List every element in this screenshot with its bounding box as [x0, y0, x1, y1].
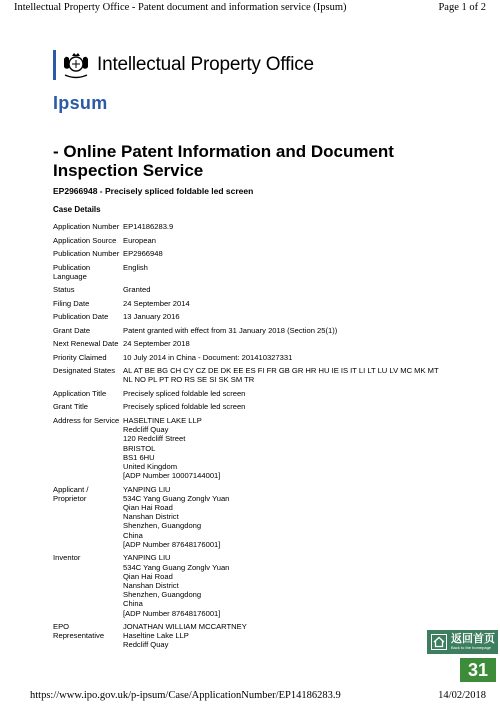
detail-value-line: 24 September 2018: [123, 339, 190, 349]
detail-label: Publication Language: [53, 262, 91, 281]
detail-row: [53, 353, 453, 367]
detail-value-line: Shenzhen, Guangdong: [123, 590, 202, 600]
case-heading: EP2966948 - Precisely spliced foldable led screen: [53, 186, 254, 196]
detail-label: Application Number: [53, 222, 120, 231]
case-details-table: [53, 222, 453, 654]
detail-label: Inventor: [53, 553, 81, 563]
ipo-logo[interactable]: [53, 50, 314, 80]
print-header: [14, 2, 486, 16]
detail-label: EPO Representative: [53, 622, 105, 641]
detail-label: Publication Number: [53, 249, 120, 258]
detail-value: [123, 353, 453, 367]
detail-row: [53, 285, 453, 299]
case-details-heading: Case Details: [53, 205, 101, 214]
detail-value-line: [ADP Number 10007144001]: [123, 471, 221, 481]
detail-row: [53, 389, 453, 403]
detail-value: [123, 402, 453, 416]
detail-row: [53, 249, 453, 263]
print-footer-date: 14/02/2018: [438, 690, 486, 701]
print-footer-url[interactable]: https://www.ipo.gov.uk/p-ipsum/Case/ApplicationNumber/EP14186283.9: [30, 690, 341, 701]
detail-value-line: Patent granted with effect from 31 January 2018 (Section 25(1)): [123, 325, 338, 335]
detail-value: [123, 389, 453, 403]
detail-value: [123, 326, 453, 340]
detail-row: [53, 236, 453, 250]
detail-value-line: European: [123, 235, 156, 245]
detail-value-line: Shenzhen, Guangdong: [123, 521, 202, 531]
detail-value-line: Precisely spliced foldable led screen: [123, 388, 246, 398]
logo-accent-bar: [53, 50, 56, 80]
detail-value-line: United Kingdom: [123, 461, 178, 471]
detail-value: [123, 339, 453, 353]
detail-label: Grant Title: [53, 402, 89, 412]
home-widget-sublabel: Back to the homepage: [451, 645, 492, 650]
detail-label: Applicant / Proprietor: [53, 484, 89, 503]
detail-value-line: BS1 6HU: [123, 452, 155, 462]
detail-value: [123, 553, 453, 622]
detail-value-line: EP2966948: [123, 249, 163, 258]
print-header-title: Intellectual Property Office - Patent document and information service (Ipsum): [14, 2, 347, 13]
page-number-badge: 31: [460, 658, 496, 682]
detail-value: [123, 366, 453, 389]
detail-row: [53, 222, 453, 236]
detail-value: [123, 299, 453, 313]
detail-value-line: Granted: [123, 285, 151, 295]
detail-label: Grant Date: [53, 325, 91, 335]
detail-value-line: HASELTINE LAKE LLP: [123, 415, 202, 425]
detail-value-line: JONATHAN WILLIAM MCCARTNEY: [123, 622, 247, 632]
detail-value-line: 534C Yang Guang Zonglv Yuan: [123, 562, 230, 572]
detail-value-line: AL AT BE BG CH CY CZ DE DK EE ES FI FR GB GR HR HU IE IS IT LI LT LU LV MC MK MT: [123, 366, 439, 376]
detail-value-line: EP14186283.9: [123, 222, 174, 231]
ipsum-brand[interactable]: Ipsum: [53, 93, 108, 113]
detail-label: Status: [53, 285, 75, 295]
detail-value-line: China: [123, 599, 143, 609]
detail-row: [53, 485, 453, 554]
detail-value: [123, 285, 453, 299]
detail-row: [53, 312, 453, 326]
detail-value: [123, 485, 453, 554]
detail-row: [53, 326, 453, 340]
detail-value: [123, 312, 453, 326]
home-icon: [431, 634, 447, 650]
detail-row: [53, 299, 453, 313]
detail-value-line: [ADP Number 87648176001]: [123, 608, 221, 618]
detail-value-line: China: [123, 530, 143, 540]
detail-value-line: 10 July 2014 in China - Document: 201410327331: [123, 352, 293, 362]
back-to-homepage-button[interactable]: [427, 630, 498, 654]
detail-value-line: 24 September 2014: [123, 298, 190, 308]
detail-value-line: BRISTOL: [123, 443, 156, 453]
detail-label: Filing Date: [53, 298, 90, 308]
detail-value-line: English: [123, 262, 148, 272]
detail-value: [123, 236, 453, 250]
print-footer: [30, 690, 486, 704]
detail-value-line: YANPING LIU: [123, 484, 171, 494]
detail-row: [53, 339, 453, 353]
detail-label: Application Source: [53, 235, 117, 245]
detail-value-line: Haseltine Lake LLP: [123, 631, 189, 641]
home-widget-label: 返回首页: [451, 633, 495, 645]
detail-label: Application Title: [53, 388, 107, 398]
detail-value: [123, 249, 453, 263]
detail-label: Priority Claimed: [53, 352, 107, 362]
detail-value-line: 534C Yang Guang Zonglv Yuan: [123, 493, 230, 503]
detail-value-line: Qian Hai Road: [123, 571, 173, 581]
detail-value: [123, 222, 453, 236]
detail-value-line: YANPING LIU: [123, 553, 171, 563]
royal-coat-of-arms-icon: [61, 51, 91, 79]
detail-value-line: NL NO PL PT RO RS SE SI SK SM TR: [123, 375, 255, 385]
detail-row: [53, 622, 453, 654]
detail-value-line: Qian Hai Road: [123, 503, 173, 513]
detail-label: Next Renewal Date: [53, 339, 119, 349]
detail-row: [53, 263, 453, 286]
detail-value-line: [ADP Number 87648176001]: [123, 539, 221, 549]
logo-org-name: Intellectual Property Office: [97, 54, 314, 75]
detail-row: [53, 366, 453, 389]
detail-value: [123, 622, 453, 654]
detail-row: [53, 402, 453, 416]
detail-value-line: Redcliff Quay: [123, 640, 169, 650]
detail-value-line: 120 Redcliff Street: [123, 434, 186, 444]
detail-label: Publication Date: [53, 312, 109, 322]
detail-value: [123, 263, 453, 286]
detail-value-line: Nanshan District: [123, 580, 179, 590]
detail-value-line: Redcliff Quay: [123, 425, 169, 435]
detail-value-line: 13 January 2016: [123, 312, 180, 322]
detail-value-line: Nanshan District: [123, 512, 179, 522]
detail-value-line: Precisely spliced foldable led screen: [123, 402, 246, 412]
print-header-page: Page 1 of 2: [438, 2, 486, 13]
page-title: - Online Patent Information and Document Inspection Service: [53, 142, 394, 180]
detail-row: [53, 553, 453, 622]
detail-label: Designated States: [53, 366, 116, 376]
detail-label: Address for Service: [53, 415, 120, 425]
detail-value: [123, 416, 453, 485]
detail-row: [53, 416, 453, 485]
